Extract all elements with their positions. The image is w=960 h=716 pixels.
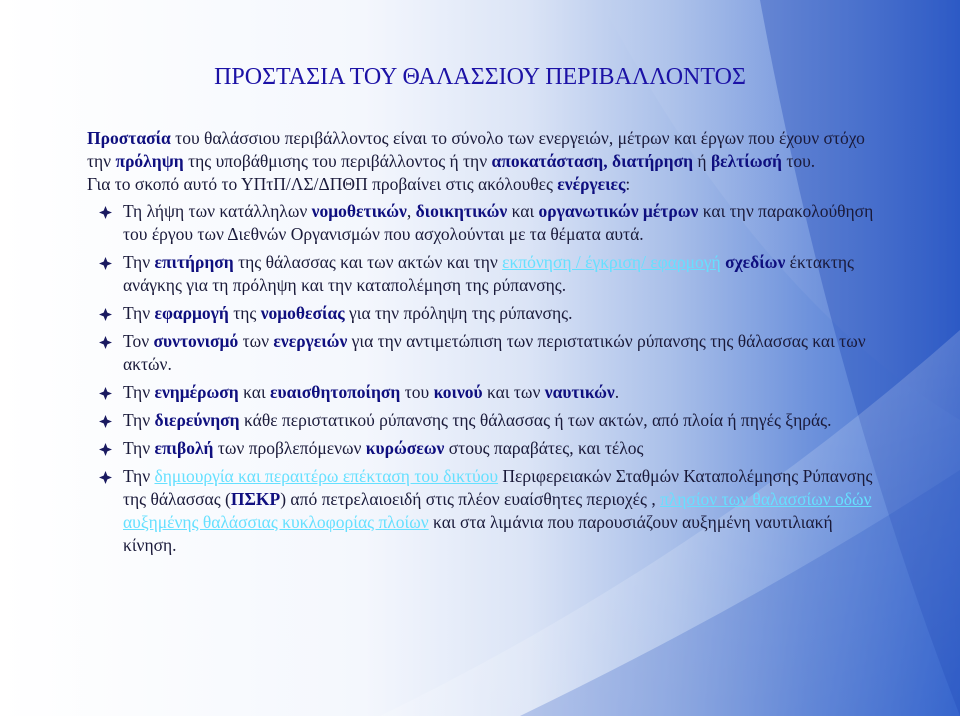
bullet-term: εφαρμογή [154,303,229,323]
bullet-term: κοινού [433,382,483,402]
intro-text: του θαλάσσιου περιβάλλοντος είναι το σύνολο των ενεργειών, μέτρων και έργων που έχουν στόχο την [87,128,865,171]
intro-text: του. [781,151,816,171]
bullet-text: για την αντιμετώπιση των περιστατικών ρύπανσης της θάλασσας και των ακτών. [123,331,866,374]
bullet-term: διερεύνηση [154,410,240,430]
bullet-text: στους παραβάτες, και τέλος [444,438,644,458]
bullet-text: ) από πετρελαιοειδή στις πλέον ευαίσθητες περιοχές , [280,489,661,509]
bullet-text: και την παρακολούθηση του έργου των Διεθνών Οργανισμών που ασχολούνται με τα θέματα αυτά. [123,201,874,244]
bullet-term: διοικητικών [415,201,508,221]
bullet-term: επιβολή [154,438,214,458]
bullet-term: συντονισμό [153,331,239,351]
bullet-text: και στα λιμάνια που παρουσιάζουν αυξημένη ναυτιλιακή κίνηση. [123,512,833,555]
bullet-text: των [238,331,274,351]
bullet-text: Την [123,466,155,486]
bullet-text: κάθε περιστατικού ρύπανσης της θάλασσας ή των ακτών, από πλοία ή πηγές ξηράς. [239,410,832,430]
bullet-term: νομοθετικών [311,201,407,221]
bullet-text: Τη λήψη των κατάλληλων [123,201,312,221]
intro-term-protection: Προστασία [87,128,171,148]
list-item [87,302,877,325]
bullet-term: ενημέρωση [154,382,239,402]
checkmark-diamond-icon [99,257,112,270]
list-item [87,251,877,297]
plan-link[interactable]: εκπόνηση / έγκριση/ εφαρμογή [502,252,721,272]
intro-text: , [603,151,612,171]
bullet-text: για την πρόληψη της ρύπανσης. [344,303,573,323]
slide-title: ΠΡΟΣΤΑΣΙΑ ΤΟΥ ΘΑΛΑΣΣΙΟΥ ΠΕΡΙΒΑΛΛΟΝΤΟΣ [214,64,746,90]
bullet-term: ευαισθητοποίηση [270,382,401,402]
list-item [87,330,877,376]
bullet-text: Την [123,252,155,272]
checkmark-diamond-icon [99,443,112,456]
list-item [87,465,877,557]
bullet-term: οργανωτικών μέτρων [538,201,699,221]
list-item [87,200,877,246]
actions-list [87,200,877,557]
checkmark-diamond-icon [99,308,112,321]
checkmark-diamond-icon [99,206,112,219]
sea-lanes-link[interactable]: πλησίον των θαλασσίων οδών αυξημένης θαλάσσιας κυκλοφορίας πλοίων [123,489,872,532]
bullet-term: ναυτικών [544,382,615,402]
bullet-text: Την [123,438,155,458]
list-item [87,409,877,432]
bullet-text: της [228,303,261,323]
checkmark-diamond-icon [99,336,112,349]
intro-term-restoration: αποκατάσταση [491,151,604,171]
lead-term-actions: ενέργειες [557,174,626,194]
bullet-text: και [238,382,271,402]
list-item [87,381,877,404]
bullet-text: , [406,201,416,221]
intro-term-prevention: πρόληψη [115,151,184,171]
slide-content [87,127,877,562]
bullet-text: της θάλασσας και των ακτών και την [233,252,503,272]
lead-paragraph [87,173,877,196]
bullet-term: νομοθεσίας [260,303,345,323]
bullet-text: . [614,382,620,402]
checkmark-diamond-icon [99,471,112,484]
bullet-text: Την [123,303,155,323]
lead-text: Για το σκοπό αυτό το ΥΠτΠ/ΛΣ/ΔΠΘΠ προβαίνει στις ακόλουθες [87,174,558,194]
bullet-text: των προβλεπόμενων [213,438,366,458]
bullet-term: κυρώσεων [365,438,445,458]
bullet-text: Την [123,410,155,430]
network-link[interactable]: δημιουργία και περαιτέρω επέκταση του δικτύου [154,466,499,486]
bullet-text: Περιφερειακών Σταθμών Καταπολέμησης Ρύπανσης της θάλασσας ( [123,466,873,509]
bullet-text: και [507,201,539,221]
bullet-term: επιτήρηση [154,252,234,272]
checkmark-diamond-icon [99,387,112,400]
bullet-term: ΠΣΚΡ [230,489,281,509]
bullet-text: έκτακτης ανάγκης για τη πρόληψη και την καταπολέμηση της ρύπανσης. [123,252,854,295]
bullet-text: και των [482,382,545,402]
list-item [87,437,877,460]
intro-text: της υποβάθμισης του περιβάλλοντος ή την [183,151,492,171]
bullet-term: σχεδίων [725,252,786,272]
lead-text: : [625,174,631,194]
intro-term-improvement: βελτίωσή [710,151,782,171]
bullet-term: ενεργειών [273,331,348,351]
checkmark-diamond-icon [99,415,112,428]
bullet-text: Την [123,382,155,402]
bullet-text: Τον [123,331,154,351]
intro-paragraph [87,127,877,173]
bullet-text: του [400,382,434,402]
intro-term-preservation: διατήρηση [611,151,694,171]
intro-text: ή [693,151,711,171]
